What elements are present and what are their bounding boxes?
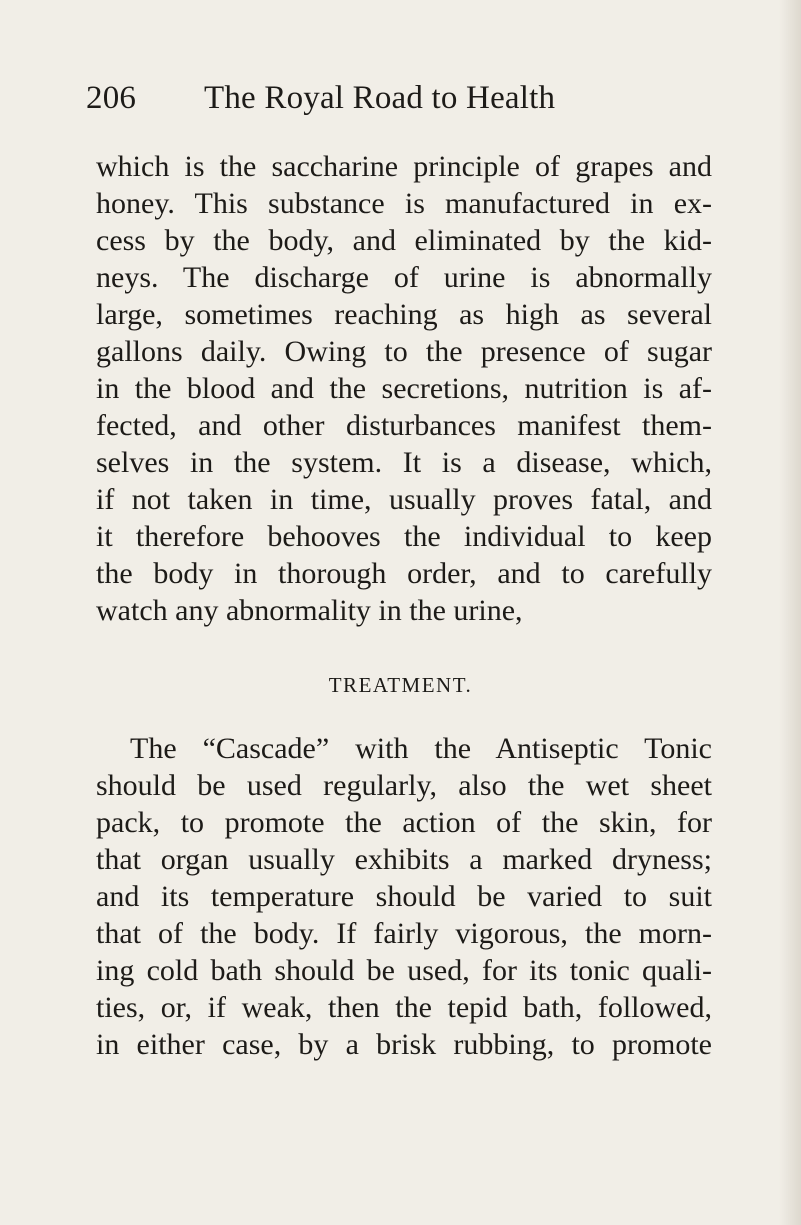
text-line: The “Cascade” with the Antiseptic Tonic xyxy=(130,732,712,765)
text-line: in the blood and the secretions, nutrition is af- xyxy=(96,372,712,405)
text-line: and its temperature should be varied to suit xyxy=(96,880,712,913)
text-line: should be used regularly, also the wet sheet xyxy=(96,769,712,802)
text-line: it therefore behooves the individual to keep xyxy=(96,520,712,553)
text-line: cess by the body, and eliminated by the kid- xyxy=(96,224,712,257)
text-line: pack, to promote the action of the skin, for xyxy=(96,806,712,839)
page-edge-shadow xyxy=(779,0,801,1225)
running-title: The Royal Road to Health xyxy=(204,80,556,116)
text-line: large, sometimes reaching as high as several xyxy=(96,298,712,331)
section-heading: TREATMENT. xyxy=(328,673,473,697)
text-line: ing cold bath should be used, for its tonic quali- xyxy=(96,954,712,987)
text-line: that organ usually exhibits a marked dryness; xyxy=(96,843,712,876)
page-number: 206 xyxy=(86,80,137,116)
text-line: that of the body. If fairly vigorous, the morn- xyxy=(96,917,712,950)
running-header xyxy=(86,78,726,118)
text-line: neys. The discharge of urine is abnormally xyxy=(96,261,712,294)
text-line: the body in thorough order, and to carefully xyxy=(96,557,712,590)
text-line: selves in the system. It is a disease, which, xyxy=(96,446,712,479)
text-line: fected, and other disturbances manifest them- xyxy=(96,409,712,442)
text-line: honey. This substance is manufactured in ex- xyxy=(96,187,712,220)
text-line: if not taken in time, usually proves fatal, and xyxy=(96,483,712,516)
text-line: watch any abnormality in the urine, xyxy=(96,594,523,627)
text-line: gallons daily. Owing to the presence of sugar xyxy=(96,335,712,368)
text-line: in either case, by a brisk rubbing, to promote xyxy=(96,1028,712,1061)
text-line: which is the saccharine principle of grapes and xyxy=(96,150,712,183)
text-line: ties, or, if weak, then the tepid bath, followed, xyxy=(96,991,712,1024)
